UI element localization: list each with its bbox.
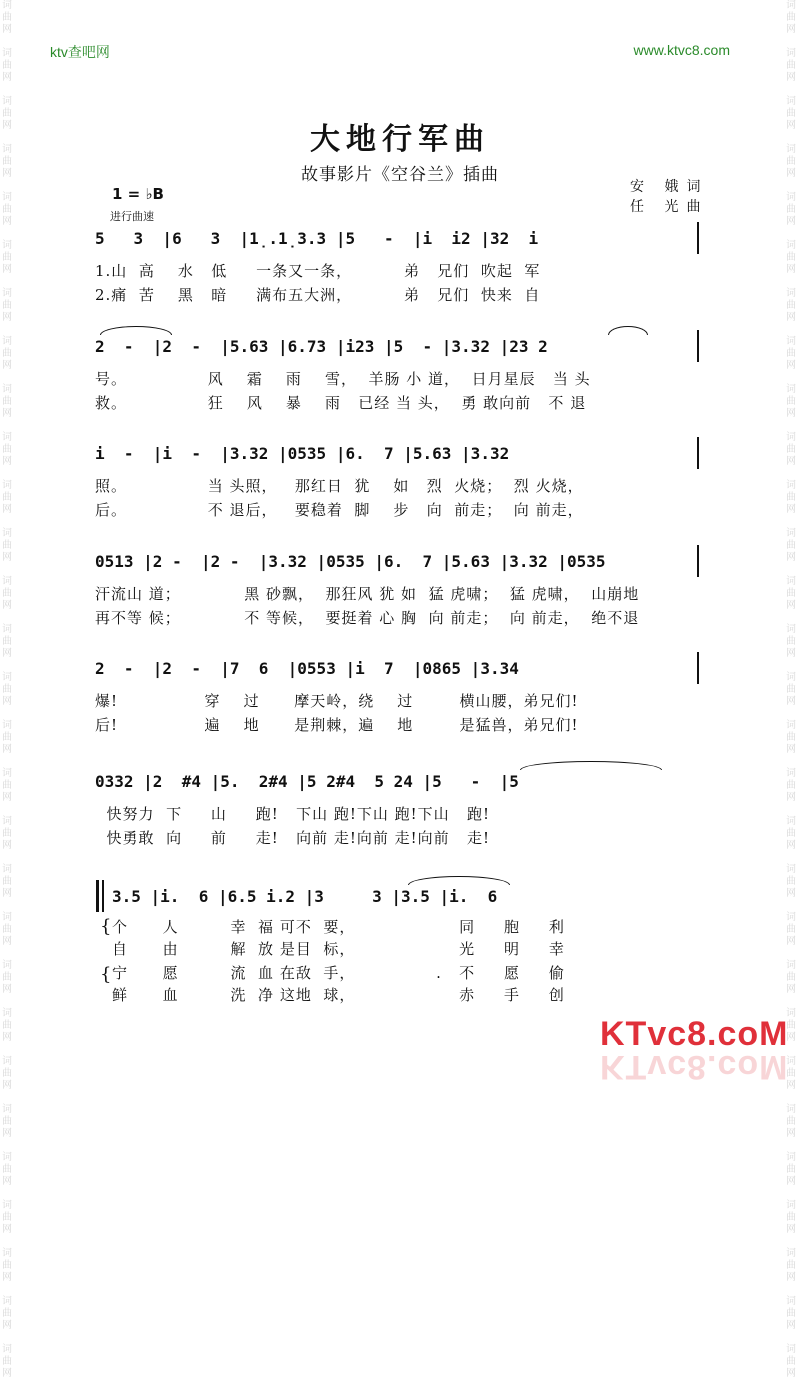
lyric-verse-1: 号。 风 霜 雨 雪， 羊肠 小 道， 日月星辰 当 头 [95, 370, 591, 388]
notation-line: 3.5 |i. 6 |6.5 i.2 |3 3 |3.5 |i. 6 [112, 887, 498, 906]
lyric-verse-1: 爆! 穿 过 摩天岭，绕 过 横山腰，弟兄们! [95, 692, 579, 710]
lyric-verse-2: 后! 遍 地 是荆棘，遍 地 是猛兽，弟兄们! [95, 716, 579, 734]
notation-line: 0513 |2 - |2 - |3.32 |0535 |6. 7 |5.63 |3.32 |0535 [95, 552, 606, 571]
repeat-bar [96, 880, 99, 912]
bar-line [697, 652, 699, 684]
lyric-verse-1: 个 人 幸 福 可不 要， 同 胞 利 [112, 918, 565, 936]
lyric-verse-2: 2.痛 苦 黑 暗 满布五大洲， 弟 兄们 快来 自 [95, 286, 541, 304]
bar-line [697, 222, 699, 254]
bar-line [697, 545, 699, 577]
song-subtitle: 故事影片《空谷兰》插曲 [301, 165, 499, 185]
lyric-verse-1: 照。 当 头照， 那红日 犹 如 烈 火烧； 烈 火烧， [95, 477, 584, 495]
side-watermark-right: 词 曲 网 词 曲 网 词 曲 网 词 曲 网 词 曲 网 词 曲 网 词 曲 网 词 曲 网 词 曲 网 词 曲 网 词 曲 网 词 曲 网 词 曲 网 词 曲 网 词 曲 网 词 曲 网 词 曲 网 词 曲 网 词 曲 网 词 曲 网 词 曲 网 词 曲 网 词 曲 网 词 曲 网 词 曲 网 词 曲 网 词 曲 网 词 曲 网 词 曲 网 [786, 0, 796, 1379]
notation-line: i - |i - |3.32 |0535 |6. 7 |5.63 |3.32 [95, 444, 510, 463]
ktvc8-logo: KTvc8.coM [600, 1015, 789, 1053]
lyric-verse-2: 再不等 候； 不 等候， 要挺着 心 胸 向 前走； 向 前走， 绝不退 [95, 609, 640, 627]
repeat-bar [102, 880, 104, 912]
lyricist-credit: 安 娥词 [630, 179, 709, 195]
key-signature: 1 = ♭B [112, 185, 164, 203]
verse-brace: { [100, 916, 112, 937]
site-name-left: ktv查吧网 [50, 44, 110, 60]
bar-line [697, 330, 699, 362]
ktvc8-logo-reflection: KTvc8.coM [600, 1048, 789, 1086]
song-title: 大地行军曲 [310, 122, 490, 157]
verse-brace: { [100, 964, 112, 985]
lyric-verse-4: 鲜 血 洗 净 这地 球， 赤 手 创 [112, 986, 565, 1004]
lyric-verse-1: 1.山 高 水 低 一条又一条， 弟 兄们 吹起 军 [95, 262, 541, 280]
notation-line: 5 3 |6 3 |1̣.1̣3.3 |5 - |i i2 |32 i [95, 229, 539, 248]
lyric-verse-3: 宁 愿 流 血 在敌 手， . 不 愿 偷 [112, 964, 565, 982]
lyric-verse-1: 汗流山 道； 黑 砂飘， 那狂风 犹 如 猛 虎啸； 猛 虎啸， 山崩地 [95, 585, 640, 603]
lyric-verse-2: 自 由 解 放 是目 标， 光 明 幸 [112, 940, 565, 958]
notation-line: 2 - |2 - |5.63 |6.73 |i23 |5 - |3.32 |23 2 [95, 337, 548, 356]
lyric-verse-2: 后。 不 退后， 要稳着 脚 步 向 前走； 向 前走， [95, 501, 584, 519]
lyric-verse-2: 快勇敢 向 前 走! 向前 走!向前 走!向前 走! [95, 829, 491, 847]
notation-line: 0332 |2 #4 |5. 2#4 |5 2#4 5 24 |5 - |5 [95, 772, 519, 791]
tempo-marking: 进行曲速 [110, 210, 154, 223]
composer-credit: 任 光曲 [630, 199, 709, 215]
bar-line [697, 437, 699, 469]
lyric-verse-1: 快努力 下 山 跑! 下山 跑!下山 跑!下山 跑! [95, 805, 491, 823]
side-watermark-left: 词 曲 网 词 曲 网 词 曲 网 词 曲 网 词 曲 网 词 曲 网 词 曲 网 词 曲 网 词 曲 网 词 曲 网 词 曲 网 词 曲 网 词 曲 网 词 曲 网 词 曲 网 词 曲 网 词 曲 网 词 曲 网 词 曲 网 词 曲 网 词 曲 网 词 曲 网 词 曲 网 词 曲 网 词 曲 网 词 曲 网 词 曲 网 词 曲 网 词 曲 网 [2, 0, 12, 1379]
lyric-verse-2: 救。 狂 风 暴 雨 已经 当 头， 勇 敢向前 不 退 [95, 394, 587, 412]
notation-line: 2 - |2 - |7 6 |0553 |i 7 |0865 |3.34 [95, 659, 519, 678]
site-url-right[interactable]: www.ktvc8.com [633, 42, 730, 58]
